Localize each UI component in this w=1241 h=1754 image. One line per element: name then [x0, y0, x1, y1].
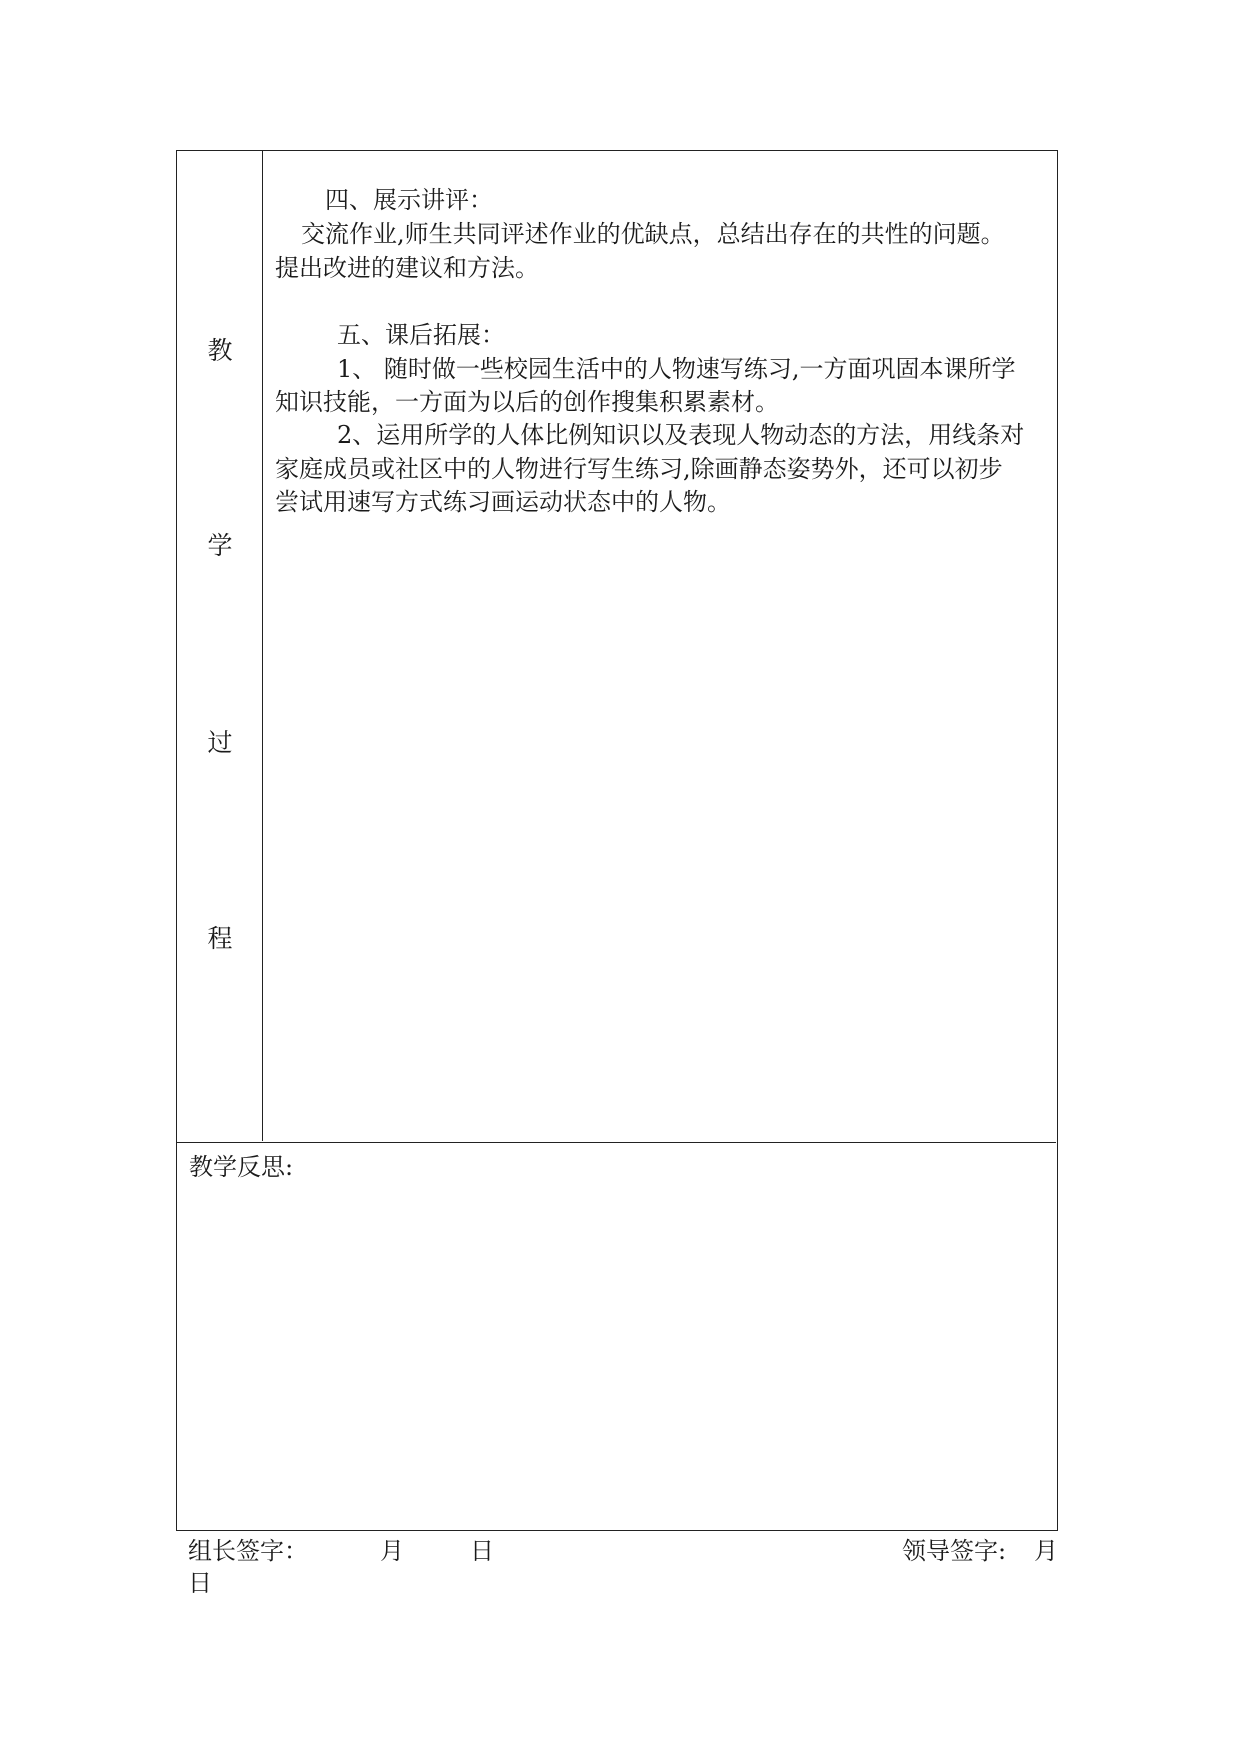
side-label-char: 教: [207, 336, 233, 365]
section4-heading: 四、展示讲评：: [325, 186, 493, 214]
director-sign-label: 领导签字:: [902, 1537, 1007, 1565]
side-label-char: 学: [207, 531, 233, 560]
director-day: 日: [188, 1569, 212, 1597]
teaching-process-row: [177, 151, 1056, 1143]
teaching-reflection-row: [177, 1143, 1056, 1529]
reflection-label: 教学反思:: [189, 1153, 294, 1181]
paragraph-line: 知识技能，一方面为以后的创作搜集积累素材。: [275, 388, 779, 416]
teaching-process-label-cell: [177, 151, 263, 1141]
side-label-char: 程: [207, 924, 233, 953]
lesson-table: [176, 150, 1058, 1531]
paragraph-line: 2、运用所学的人体比例知识以及表现人物动态的方法，用线条对: [337, 421, 1025, 449]
director-month: 月: [1034, 1537, 1058, 1565]
paragraph-line: 尝试用速写方式练习画运动状态中的人物。: [275, 488, 731, 516]
side-label-char: 过: [207, 728, 233, 757]
paragraph-line: 家庭成员或社区中的人物进行写生练习,除画静态姿势外，还可以初步: [275, 455, 1003, 483]
paragraph-line: 提出改进的建议和方法。: [275, 254, 539, 282]
teaching-process-content: [263, 151, 1056, 1141]
group-leader-month: 月: [380, 1537, 404, 1565]
group-leader-day: 日: [470, 1537, 494, 1565]
section5-heading: 五、课后拓展：: [337, 321, 505, 349]
paragraph-line: 交流作业,师生共同评述作业的优缺点，总结出存在的共性的问题。: [301, 220, 1005, 248]
paragraph-line: 1、 随时做一些校园生活中的人物速写练习,一方面巩固本课所学: [337, 355, 1016, 383]
group-leader-sign-label: 组长签字：: [188, 1537, 308, 1565]
